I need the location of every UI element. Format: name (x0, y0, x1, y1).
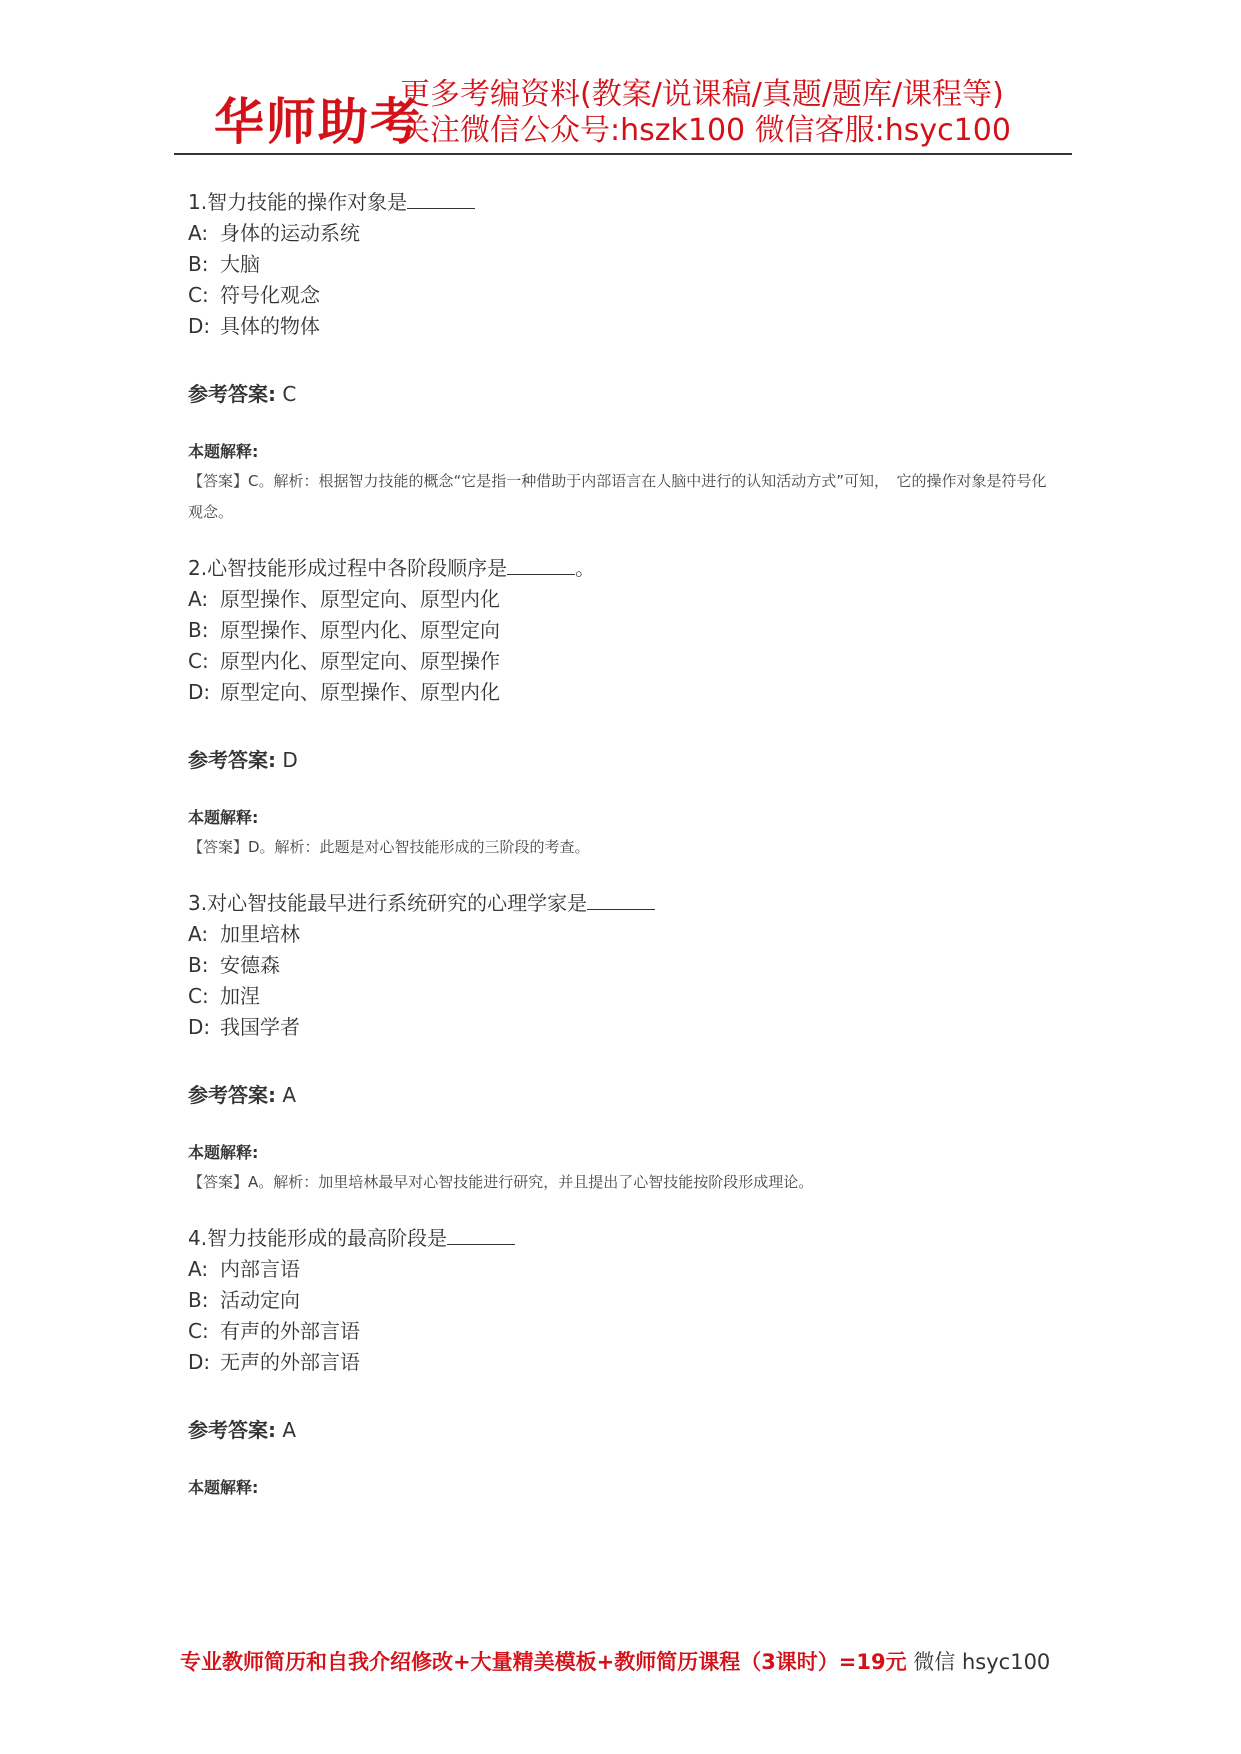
option-b: B: 原型操作、原型内化、原型定向 (188, 618, 500, 642)
page-header (174, 72, 1074, 172)
question-stem: 3.对心智技能最早进行系统研究的心理学家是 (188, 887, 1058, 919)
explanation-text: 【答案】A。解析：加里培林最早对心智技能进行研究，并且提出了心智技能按阶段形成理论。 (188, 1173, 814, 1191)
option-d: D: 具体的物体 (188, 314, 320, 338)
option-b: B: 大脑 (188, 252, 260, 276)
explanation-title: 本题解释: (188, 808, 259, 827)
answer-blank (507, 554, 575, 575)
explanation-text: 【答案】D。解析：此题是对心智技能形成的三阶段的考查。 (188, 838, 590, 856)
option-c: C: 有声的外部言语 (188, 1319, 360, 1343)
promo-footer (180, 1647, 1080, 1677)
option-a: A: 内部言语 (188, 1257, 300, 1281)
answer-blank (407, 188, 475, 209)
option-b: B: 安德森 (188, 953, 280, 977)
reference-answer: 参考答案: A (188, 1418, 297, 1442)
question-stem: 4.智力技能形成的最高阶段是 (188, 1222, 1058, 1254)
reference-answer: 参考答案: A (188, 1083, 297, 1107)
answer-blank (447, 1224, 515, 1245)
reference-answer: 参考答案: C (188, 382, 297, 406)
question-item (188, 552, 1058, 863)
explanation-title: 本题解释: (188, 1143, 259, 1162)
question-item (188, 887, 1058, 1198)
option-c: C: 原型内化、原型定向、原型操作 (188, 649, 500, 673)
tagline-line-1: 更多考编资料(教案/说课稿/真题/题库/课程等) (400, 77, 1004, 112)
option-d: D: 无声的外部言语 (188, 1350, 360, 1374)
reference-answer: 参考答案: D (188, 748, 298, 772)
promo-text: 专业教师简历和自我介绍修改+大量精美模板+教师简历课程（3课时）=19元 (180, 1650, 907, 1674)
question-list (188, 186, 1058, 1526)
header-tagline (400, 77, 1068, 149)
header-divider (174, 153, 1072, 155)
explanation-title: 本题解释: (188, 1478, 259, 1497)
option-a: A: 原型操作、原型定向、原型内化 (188, 587, 500, 611)
question-item (188, 186, 1058, 528)
option-d: D: 我国学者 (188, 1015, 300, 1039)
answer-blank (587, 889, 655, 910)
option-a: A: 身体的运动系统 (188, 221, 360, 245)
option-c: C: 加涅 (188, 984, 260, 1008)
question-stem: 1.智力技能的操作对象是 (188, 186, 1058, 218)
option-d: D: 原型定向、原型操作、原型内化 (188, 680, 500, 704)
question-stem: 2.心智技能形成过程中各阶段顺序是 。 (188, 556, 596, 580)
option-b: B: 活动定向 (188, 1288, 300, 1312)
explanation-text: 【答案】C。解析：根据智力技能的概念“它是指一种借助于内部语言在人脑中进行的认知活动方式”可知， 它的操作对象是符号化观念。 (188, 472, 1047, 521)
tagline-line-2: 关注微信公众号:hszk100 微信客服:hsyc100 (400, 113, 1011, 148)
question-item (188, 1222, 1058, 1502)
option-c: C: 符号化观念 (188, 283, 320, 307)
brand-logo: 华师助考 (214, 93, 422, 151)
explanation-title: 本题解释: (188, 442, 259, 461)
option-a: A: 加里培林 (188, 922, 300, 946)
contact-text: 微信 hsyc100 (913, 1650, 1051, 1674)
